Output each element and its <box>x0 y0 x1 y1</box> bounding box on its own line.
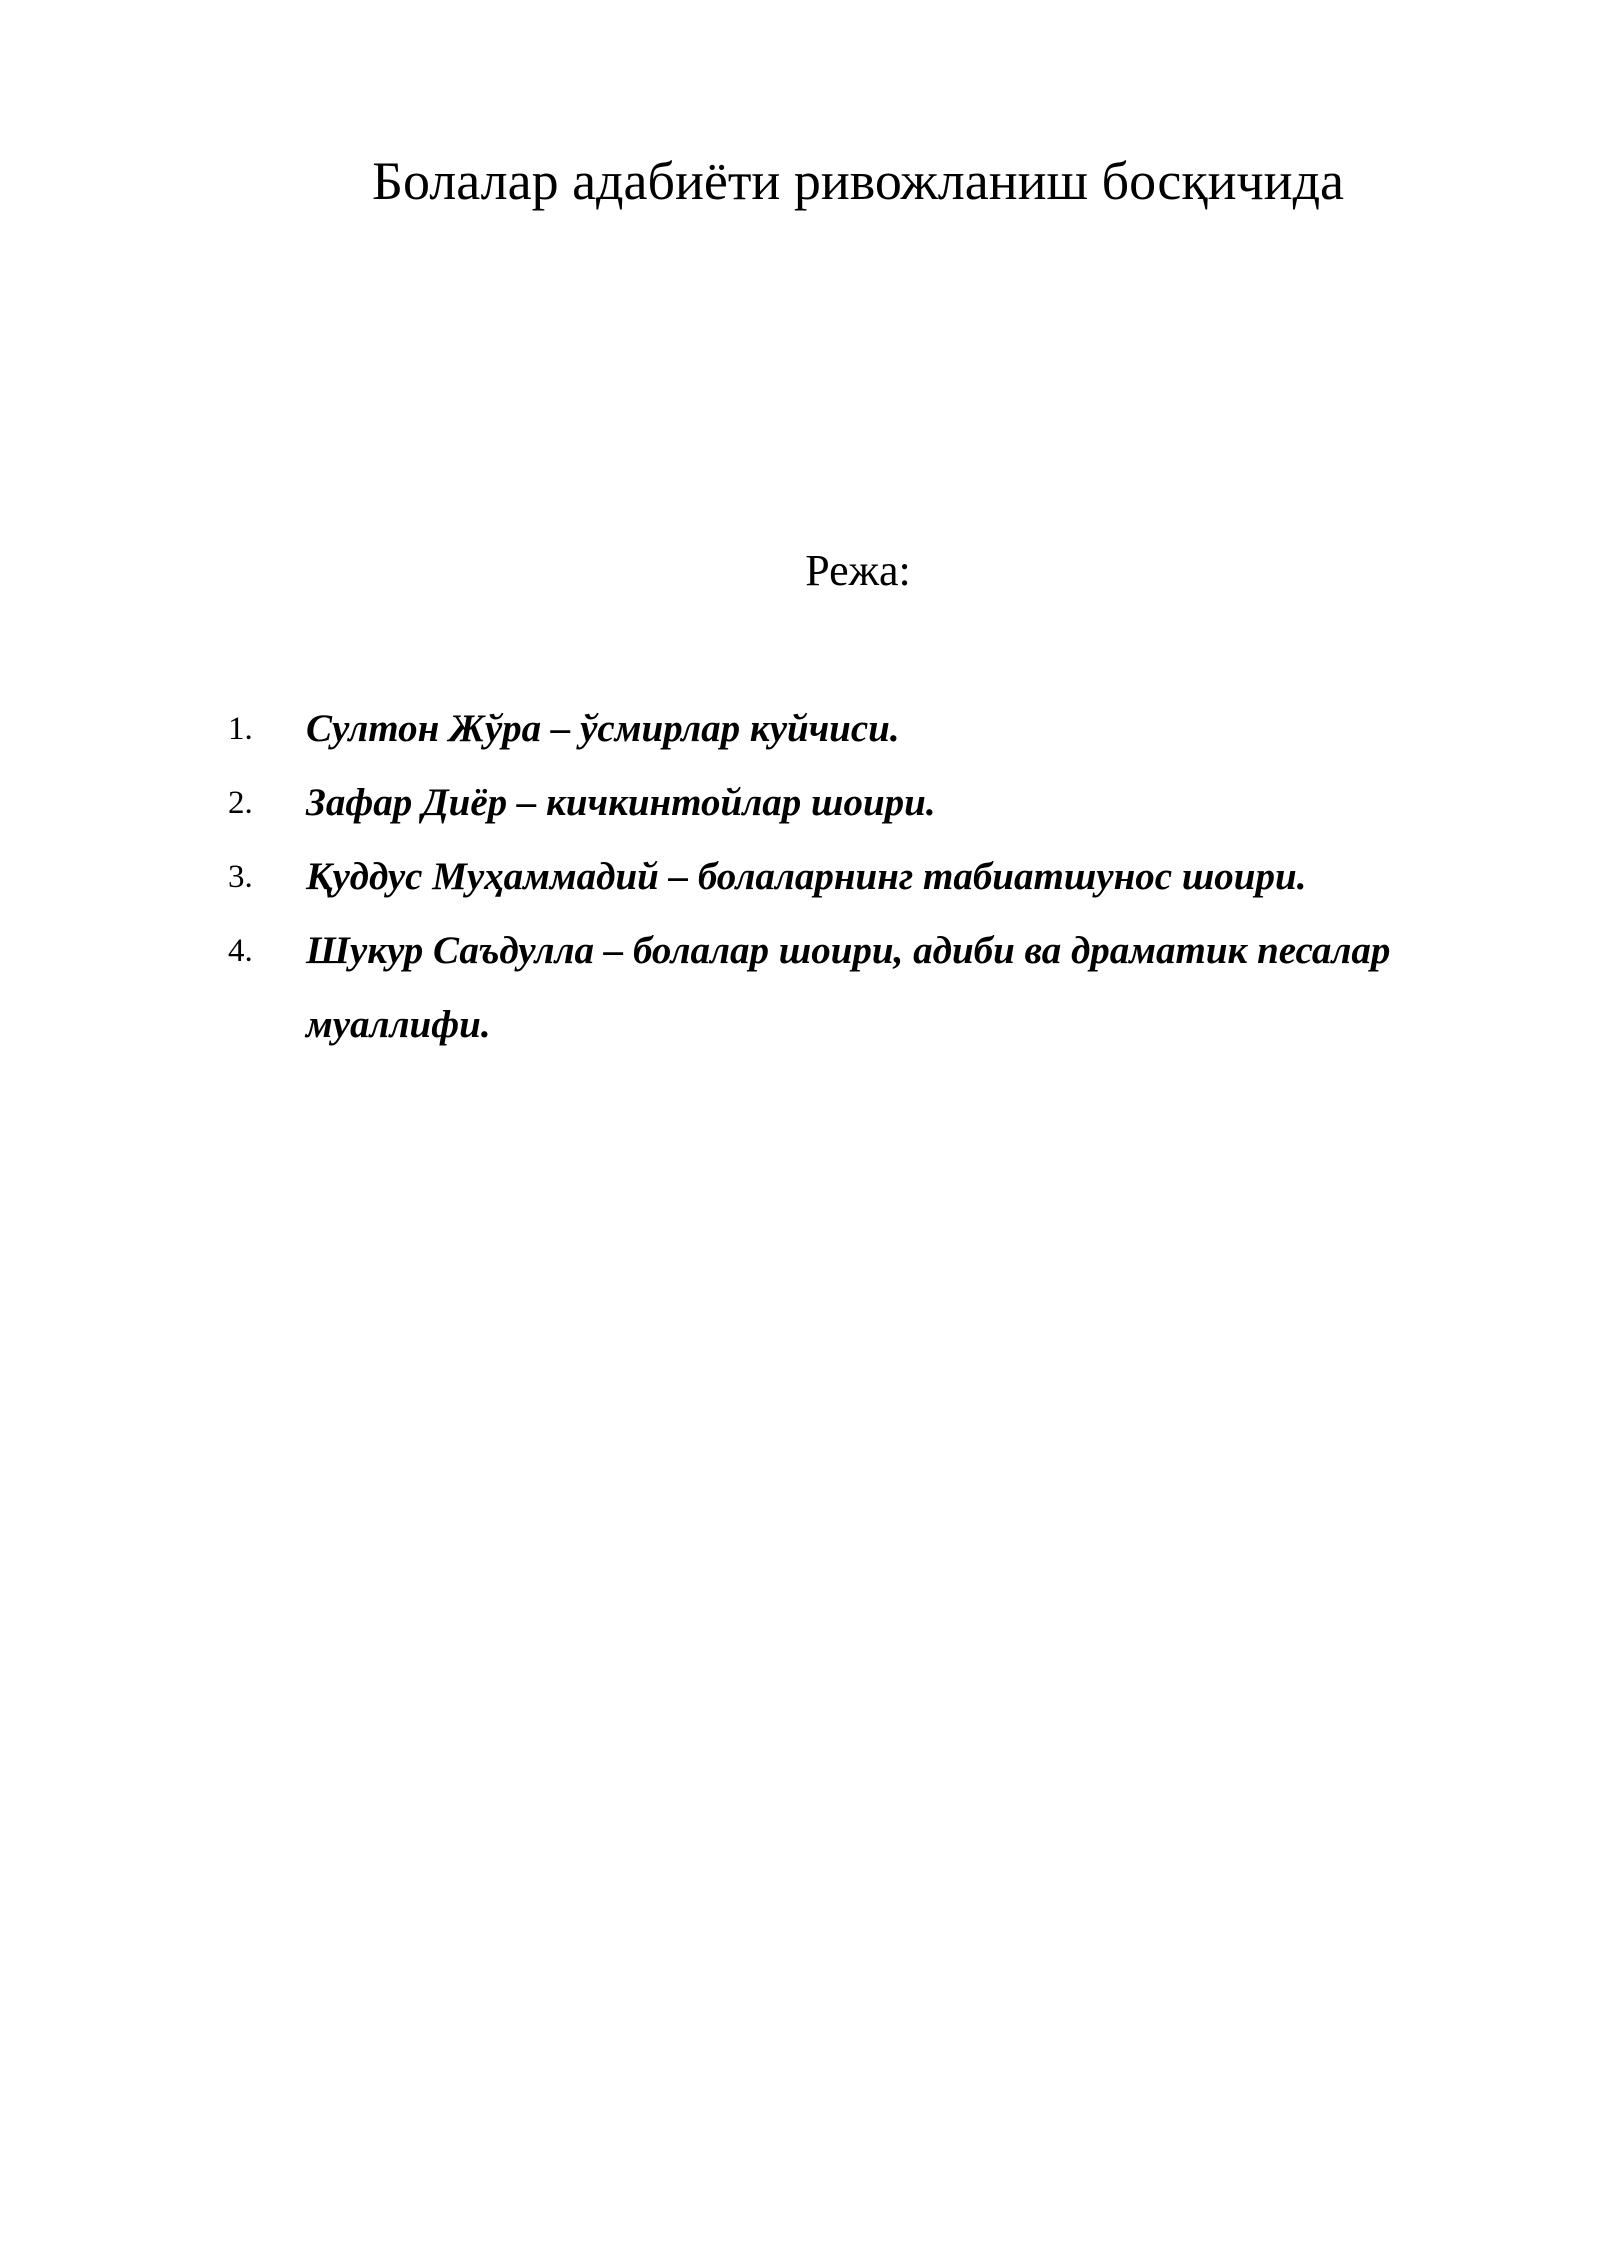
document-title: Болалар адабиёти ривожланиш босқичида <box>371 151 1345 211</box>
plan-heading: Режа: <box>805 546 911 595</box>
list-item-text: Зафар Диёр – кичкинтойлар шоири. <box>306 781 936 824</box>
list-item-text: Султон Жўра – ўсмирлар куйчиси. <box>306 707 900 750</box>
list-item-text: Қуддус Муҳаммадий – болаларнинг табиатшунос шоири. <box>306 855 1307 898</box>
list-item-number: 2. <box>228 785 253 821</box>
list-item <box>228 766 1428 840</box>
list-item-number: 4. <box>228 933 253 969</box>
list-item-number: 3. <box>228 859 253 895</box>
list-item-number: 1. <box>228 711 253 747</box>
list-item <box>228 692 1428 766</box>
list-item <box>228 914 1428 1062</box>
plan-list <box>228 692 1428 1062</box>
list-item <box>228 840 1428 914</box>
list-item-text: Шукур Саъдулла – болалар шоири, адиби ва драматик песалар муаллифи. <box>306 929 1391 1046</box>
